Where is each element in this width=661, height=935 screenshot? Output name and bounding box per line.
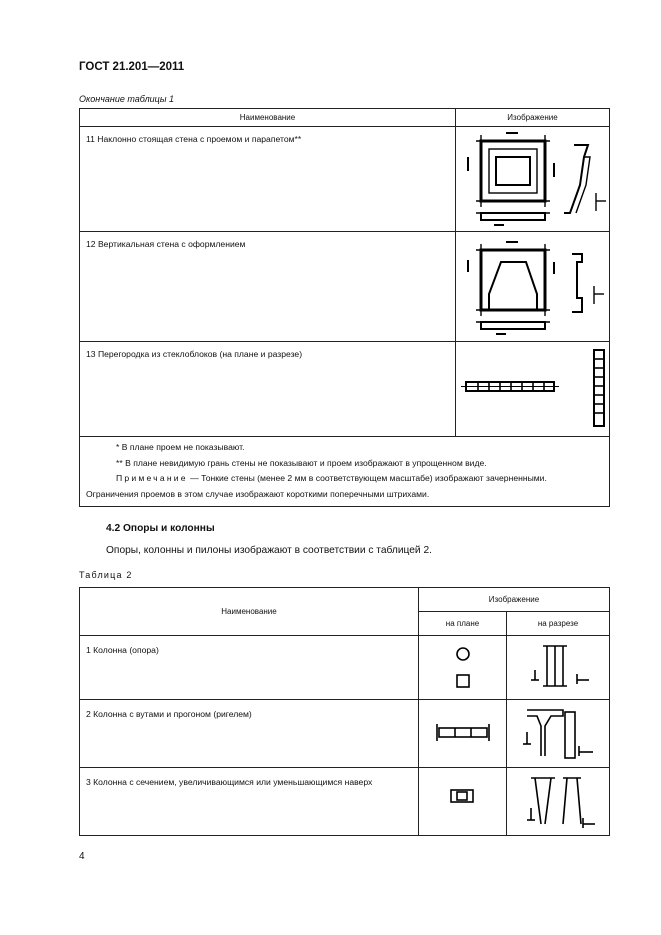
column-haunch-section-drawing (507, 700, 609, 767)
table2-row-plan (419, 700, 507, 768)
tapered-column-plan-drawing (419, 768, 506, 835)
table-row (80, 700, 610, 768)
table1-row-label: 11 Наклонно стоящая стена с проемом и парапетом** (80, 127, 456, 232)
table1-header-image: Изображение (456, 109, 610, 127)
table2 (79, 587, 610, 836)
table2-row-section (507, 700, 610, 768)
table2-subheader-section: на разрезе (507, 612, 610, 636)
table2-row-label: 2 Колонна с вутами и прогоном (ригелем) (80, 700, 419, 768)
table2-caption: Таблица 2 (79, 570, 133, 580)
table2-row-section (507, 636, 610, 700)
note-2: ** В плане невидимую грань стены не показывают и проем изображают в упрощенном виде. (116, 457, 487, 468)
document-header: ГОСТ 21.201—2011 (79, 61, 185, 73)
table1-caption: Окончание таблицы 1 (79, 94, 174, 104)
note-3-continuation: Ограничения проемов в этом случае изображают короткими поперечными штрихами. (86, 488, 430, 499)
table1-row-image (456, 127, 610, 232)
table2-row-section (507, 768, 610, 836)
table1-notes (80, 437, 610, 507)
table2-subheader-plan: на плане (419, 612, 507, 636)
note-3 (86, 471, 603, 487)
table-row (80, 232, 610, 342)
vertical-wall-drawing (456, 232, 609, 341)
note-3-prefix: Примечание (116, 473, 188, 483)
table1-row-label: 13 Перегородка из стеклоблоков (на плане и разрезе) (80, 342, 456, 437)
note-3-body: — Тонкие стены (менее 2 мм в соответствующем масштабе) изображают зачерненными. (187, 473, 547, 483)
table2-row-label: 3 Колонна с сечением, увеличивающимся или уменьшающимся наверх (80, 768, 419, 836)
table1-header-name: Наименование (80, 109, 456, 127)
column-haunch-plan-drawing (419, 700, 506, 767)
table-row (80, 127, 610, 232)
table2-row-plan (419, 768, 507, 836)
table2-row-plan (419, 636, 507, 700)
table2-row-label: 1 Колонна (опора) (80, 636, 419, 700)
tapered-column-section-drawing (507, 768, 609, 835)
glass-block-partition-drawing (456, 342, 609, 436)
table2-header-image: Изображение (419, 588, 610, 612)
column-section-drawing (507, 636, 609, 699)
section-paragraph: Опоры, колонны и пилоны изображают в соответствии с таблицей 2. (106, 545, 432, 556)
table1-row-label: 12 Вертикальная стена с оформлением (80, 232, 456, 342)
table1 (79, 108, 610, 507)
column-plan-drawing (419, 636, 506, 699)
table-row (80, 636, 610, 700)
table2-header-name: Наименование (80, 588, 419, 636)
inclined-wall-drawing (456, 127, 609, 231)
page-number: 4 (79, 851, 85, 862)
note-1: * В плане проем не показывают. (116, 442, 245, 452)
table1-row-image (456, 232, 610, 342)
table-row (80, 768, 610, 836)
section-title: 4.2 Опоры и колонны (106, 523, 215, 534)
table1-row-image (456, 342, 610, 437)
table-row (80, 342, 610, 437)
